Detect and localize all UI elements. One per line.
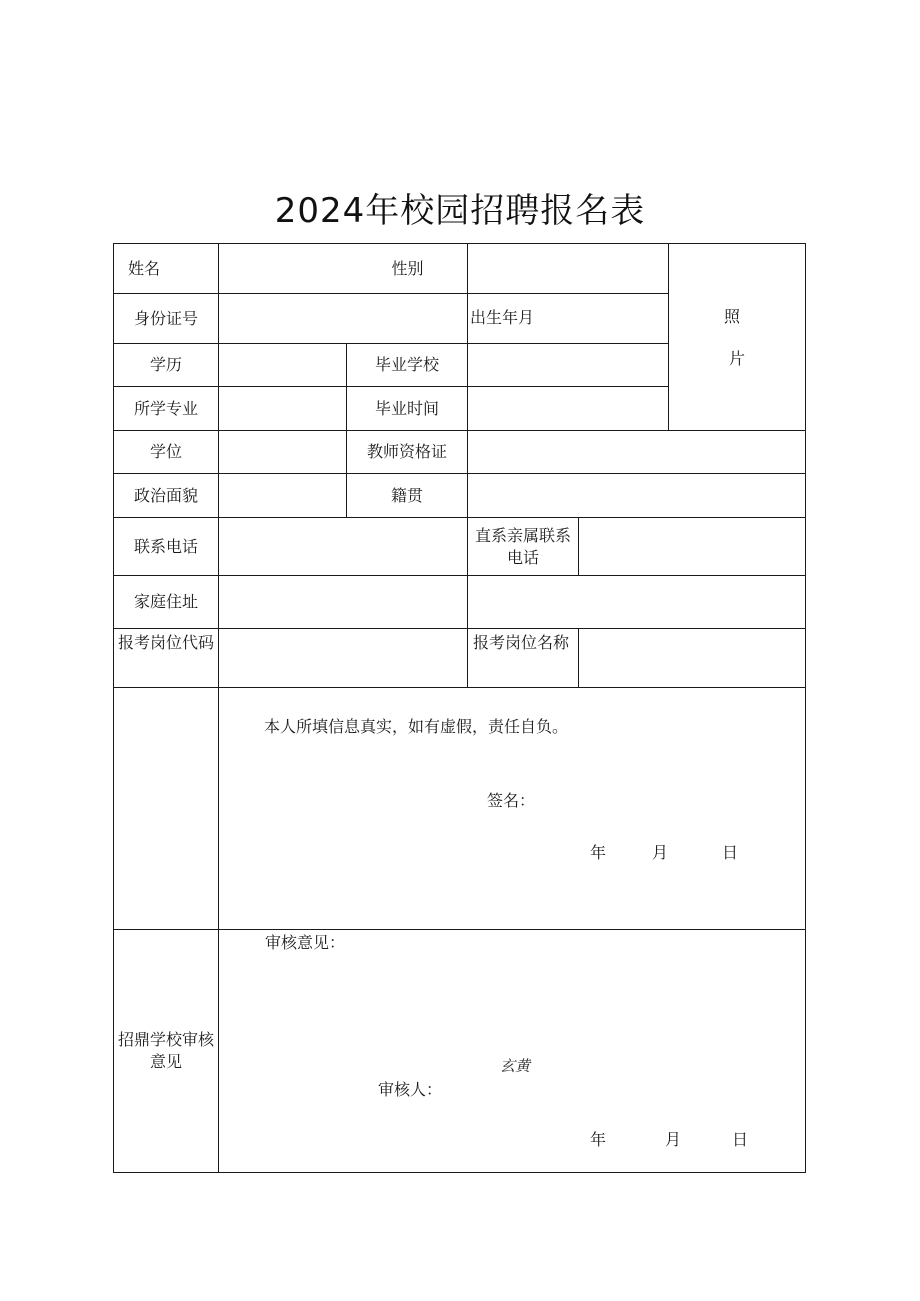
- label-teacher-cert: 教师资格证: [366, 442, 447, 461]
- birth-field[interactable]: [540, 294, 668, 343]
- table-line: [113, 1172, 806, 1173]
- education-field[interactable]: [219, 344, 346, 386]
- photo-label-2: 片: [729, 349, 746, 368]
- teacher-cert-field[interactable]: [468, 431, 805, 473]
- label-major: 所学专业: [133, 398, 198, 418]
- review-opinion-field[interactable]: [250, 958, 790, 1048]
- reviewer-label: 审核人：: [378, 1080, 443, 1099]
- review-year: 年: [590, 1130, 607, 1149]
- review-month: 月: [665, 1130, 682, 1149]
- label-gender: 性别: [391, 258, 424, 278]
- gender-field[interactable]: [468, 244, 668, 293]
- label-phone: 联系电话: [133, 536, 198, 556]
- label-education: 学历: [149, 355, 182, 374]
- label-relative-phone-line2: 电话: [506, 547, 539, 567]
- table-line: [805, 243, 806, 1173]
- reviewer-signature: 玄黄: [500, 1057, 531, 1075]
- label-relative-phone: [468, 518, 578, 575]
- review-day: 日: [732, 1130, 749, 1149]
- label-review: [114, 930, 218, 1172]
- phone-field[interactable]: [219, 518, 467, 575]
- post-code-field[interactable]: [219, 629, 467, 687]
- label-post-code: 报考岗位代码: [117, 633, 214, 652]
- school-field[interactable]: [468, 344, 668, 386]
- photo-box[interactable]: [669, 244, 805, 430]
- declaration-year: 年: [590, 843, 607, 862]
- label-birth: 出生年月: [470, 308, 535, 327]
- address-field[interactable]: [219, 576, 805, 628]
- native-place-field[interactable]: [468, 474, 805, 517]
- major-field[interactable]: [219, 387, 346, 430]
- label-native-place: 籍贯: [390, 485, 423, 505]
- declaration-statement: 本人所填信息真实，如有虚假，责任自负。: [264, 717, 569, 736]
- post-name-field[interactable]: [579, 629, 805, 687]
- label-political: 政治面貌: [133, 485, 198, 505]
- label-relative-phone-line1: 直系亲属联系: [474, 525, 571, 545]
- grad-time-field[interactable]: [468, 387, 668, 430]
- photo-label-1: 照: [724, 307, 741, 326]
- label-review-line2: 意见: [149, 1052, 182, 1071]
- relative-phone-field[interactable]: [579, 518, 805, 575]
- table-line: [113, 687, 806, 688]
- label-review-line1: 招鼎学校审核: [117, 1030, 214, 1049]
- declaration-day: 日: [722, 843, 739, 862]
- label-degree: 学位: [149, 442, 182, 461]
- label-address: 家庭住址: [133, 592, 198, 611]
- political-field[interactable]: [219, 474, 346, 517]
- label-school: 毕业学校: [374, 355, 439, 374]
- form-title: 2024年校园招聘报名表: [274, 191, 646, 231]
- id-number-field[interactable]: [219, 294, 467, 343]
- label-grad-time: 毕业时间: [374, 398, 439, 418]
- degree-field[interactable]: [219, 431, 346, 473]
- declaration-month: 月: [652, 843, 669, 862]
- label-post-name: 报考岗位名称: [473, 633, 570, 652]
- label-name: 姓名: [127, 258, 160, 278]
- declaration-signature-field[interactable]: [535, 786, 735, 814]
- review-opinion-label: 审核意见：: [265, 933, 346, 952]
- declaration-signature-label: 签名：: [487, 791, 536, 810]
- label-id-number: 身份证号: [133, 308, 198, 328]
- name-field[interactable]: [219, 244, 369, 293]
